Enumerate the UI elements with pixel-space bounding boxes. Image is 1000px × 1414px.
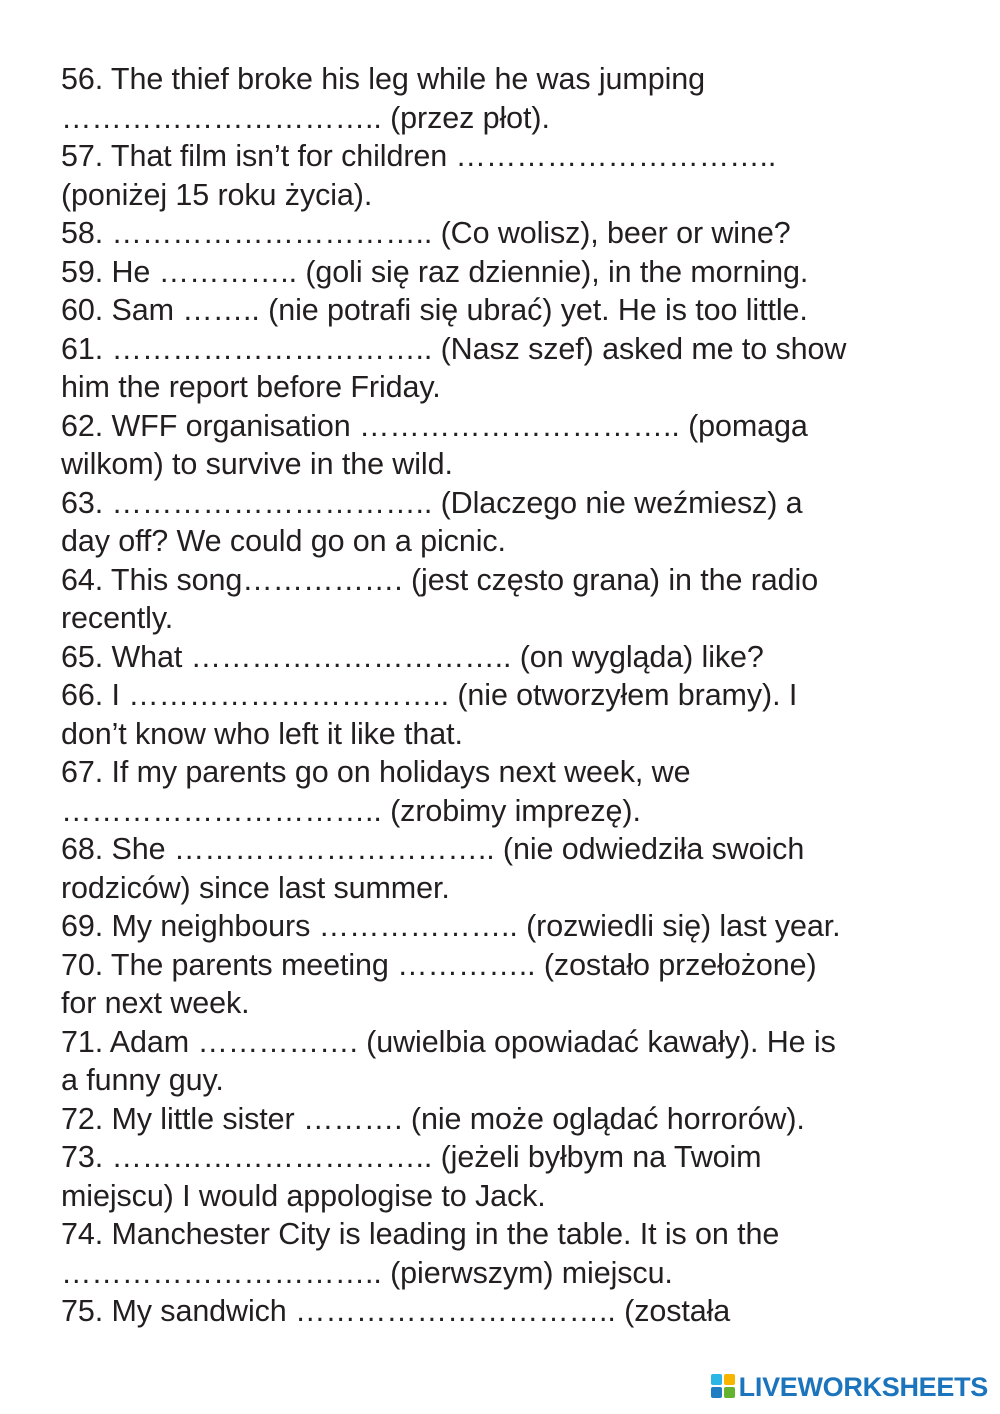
worksheet-line: 56. The thief broke his leg while he was jumping: [61, 62, 705, 96]
worksheet-line: day off? We could go on a picnic.: [61, 524, 506, 558]
liveworksheets-logo-icon: [711, 1374, 737, 1400]
liveworksheets-footer: [711, 1370, 988, 1404]
worksheet-line: 68. She ………………………….. (nie odwiedziła swoich: [61, 832, 805, 866]
worksheet-line: ………………………….. (przez płot).: [61, 100, 550, 135]
worksheet-line: 75. My sandwich ………………………….. (została: [61, 1294, 731, 1328]
worksheet-line: 67. If my parents go on holidays next week, we: [61, 755, 691, 789]
worksheet-line: 65. What ………………………….. (on wygląda) like?: [61, 639, 764, 674]
worksheet-line: 59. He ………….. (goli się raz dziennie), in the morning.: [61, 254, 809, 289]
worksheet-line: 66. I ………………………….. (nie otworzyłem bramy). I: [61, 678, 798, 712]
worksheet-line: wilkom) to survive in the wild.: [61, 447, 453, 481]
worksheet-line: 58. ………………………….. (Co wolisz), beer or wine?: [61, 216, 791, 250]
worksheet-line: ………………………….. (zrobimy imprezę).: [61, 793, 641, 828]
worksheet-line: 61. ………………………….. (Nasz szef) asked me to show: [61, 331, 847, 366]
worksheet-line: 64. This song……………. (jest często grana) in the radio: [61, 562, 819, 597]
worksheet-line: 57. That film isn’t for children …………………………..: [61, 139, 777, 173]
worksheet-line: 74. Manchester City is leading in the table. It is on the: [61, 1217, 780, 1251]
worksheet-line: 62. WFF organisation ………………………….. (pomaga: [61, 408, 808, 443]
worksheet-text: [61, 60, 961, 1331]
worksheet-line: 63. ………………………….. (Dlaczego nie weźmiesz) a: [61, 485, 803, 520]
worksheet-line: recently.: [61, 601, 174, 635]
worksheet-line: 70. The parents meeting ………….. (zostało przełożone): [61, 947, 817, 982]
worksheet-line: (poniżej 15 roku życia).: [61, 177, 373, 212]
worksheet-line: rodziców) since last summer.: [61, 870, 450, 905]
worksheet-line: 73. ………………………….. (jeżeli byłbym na Twoim: [61, 1140, 762, 1174]
worksheet-line: 71. Adam ……………. (uwielbia opowiadać kawały). He is: [61, 1024, 836, 1059]
worksheet-line: him the report before Friday.: [61, 370, 441, 404]
worksheet-line: miejscu) I would appologise to Jack.: [61, 1178, 546, 1213]
brand-name: LIVEWORKSHEETS: [738, 1371, 988, 1402]
worksheet-line: a funny guy.: [61, 1063, 224, 1097]
worksheet-line: 72. My little sister ………. (nie może oglądać horrorów).: [61, 1101, 805, 1136]
worksheet-line: for next week.: [61, 986, 250, 1020]
worksheet-line: 60. Sam …….. (nie potrafi się ubrać) yet. He is too little.: [61, 293, 808, 327]
worksheet-line: don’t know who left it like that.: [61, 716, 463, 751]
worksheet-line: ………………………….. (pierwszym) miejscu.: [61, 1255, 673, 1290]
worksheet-line: 69. My neighbours ……………….. (rozwiedli się) last year.: [61, 909, 841, 943]
